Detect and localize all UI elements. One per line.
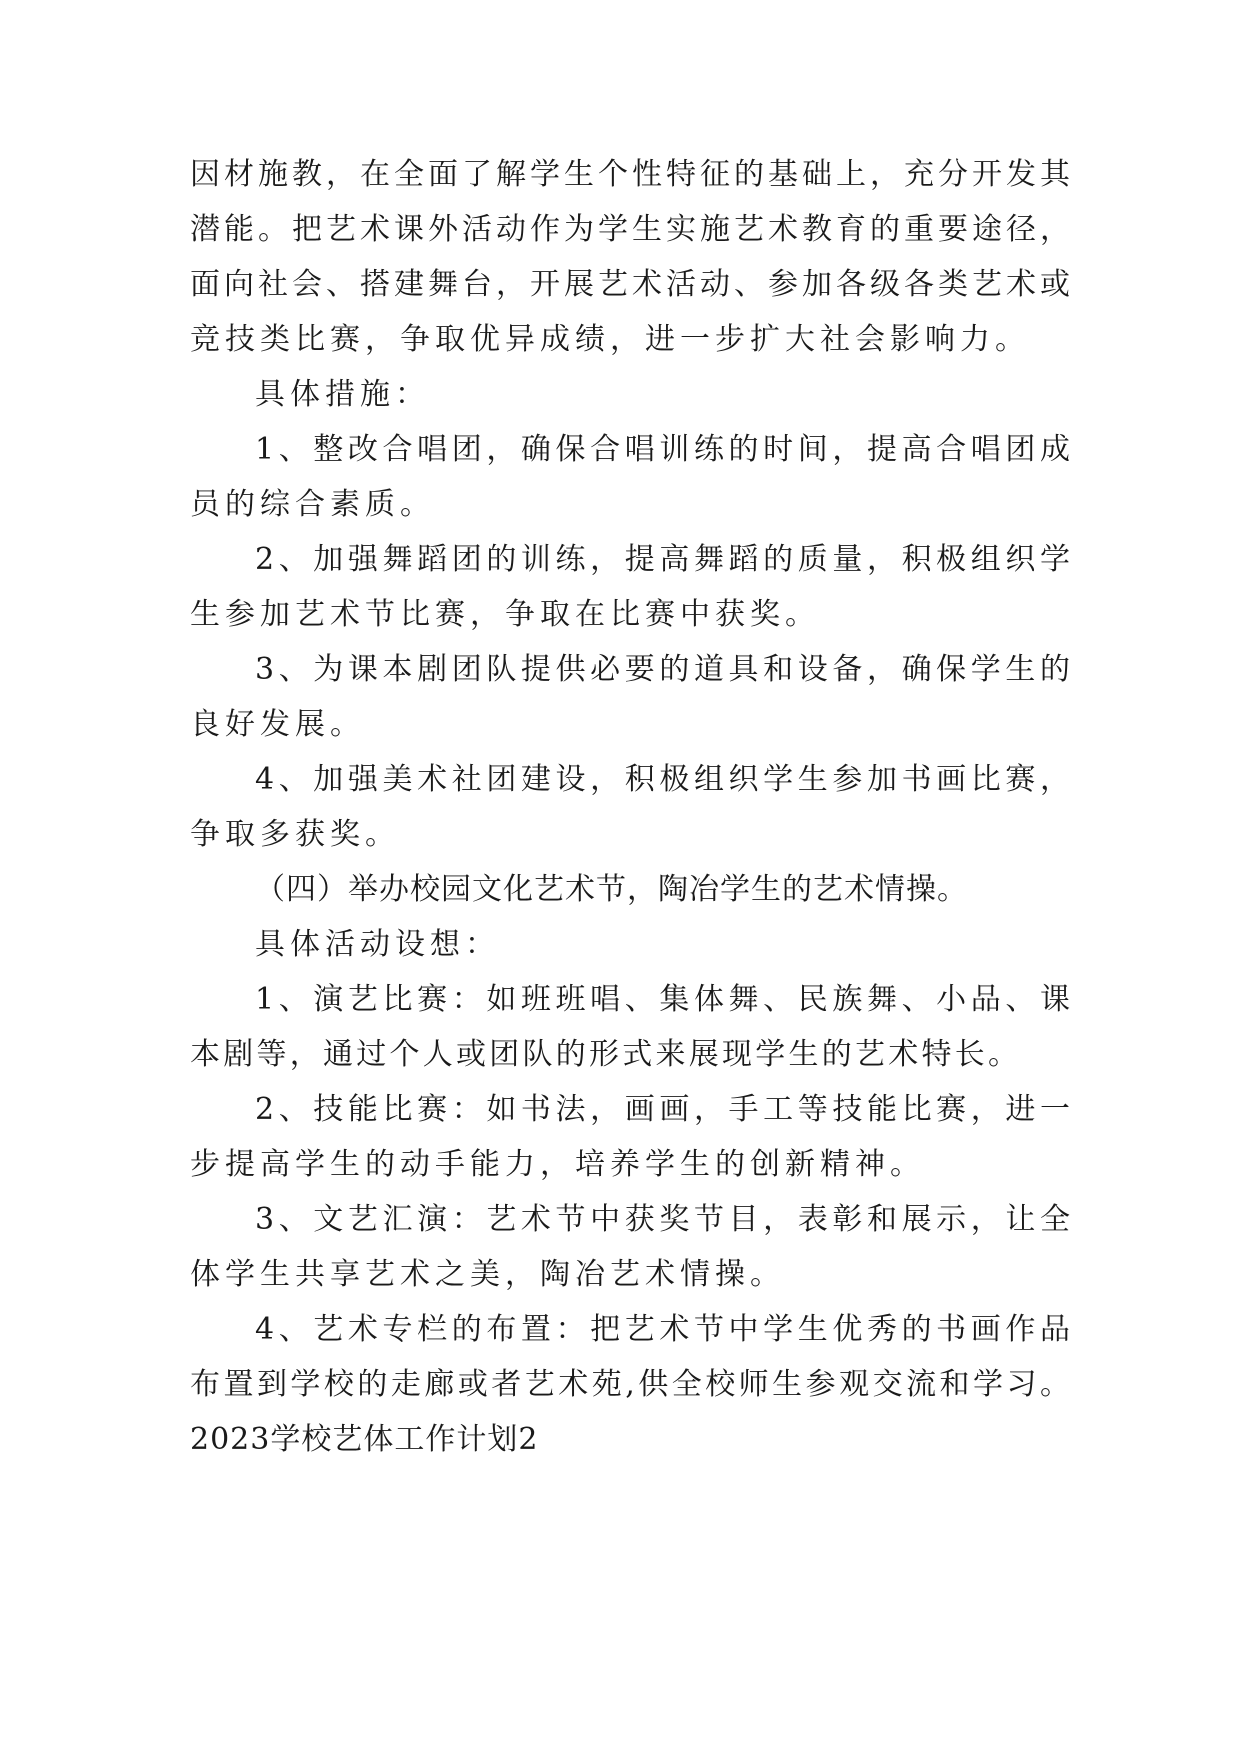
list-item-line: 布置到学校的走廊或者艺术苑,供全校师生参观交流和学习。 (190, 1367, 1070, 1402)
paragraph-line: 竞技类比赛，争取优异成绩，进一步扩大社会影响力。 (190, 322, 1030, 357)
list-item-line: 1、整改合唱团，确保合唱训练的时间，提高合唱团成 (255, 432, 1070, 467)
list-item-line: 争取多获奖。 (190, 817, 400, 852)
list-item-line: 步提高学生的动手能力，培养学生的创新精神。 (190, 1147, 925, 1182)
list-item-line: 2、加强舞蹈团的训练，提高舞蹈的质量，积极组织学 (255, 542, 1070, 577)
list-item-line: 本剧等，通过个人或团队的形式来展现学生的艺术特长。 (190, 1037, 1018, 1072)
paragraph-line: 潜能。把艺术课外活动作为学生实施艺术教育的重要途径， (190, 212, 1070, 247)
list-item-line: 3、为课本剧团队提供必要的道具和设备，确保学生的 (255, 652, 1070, 687)
list-item-line: 1、演艺比赛：如班班唱、集体舞、民族舞、小品、课 (255, 982, 1070, 1017)
list-item-line: 生参加艺术节比赛，争取在比赛中获奖。 (190, 597, 820, 632)
list-item-line: 良好发展。 (190, 707, 365, 742)
list-item-line: 员的综合素质。 (190, 487, 435, 522)
section-label: 具体活动设想： (255, 927, 500, 962)
list-item-line: 体学生共享艺术之美，陶冶艺术情操。 (190, 1257, 785, 1292)
section-heading: （四）举办校园文化艺术节，陶冶学生的艺术情操。 (255, 872, 968, 907)
document-title-next: 2023学校艺体工作计划2 (190, 1422, 539, 1457)
list-item-line: 3、文艺汇演：艺术节中获奖节目，表彰和展示，让全 (255, 1202, 1070, 1237)
section-label: 具体措施： (255, 377, 430, 412)
list-item-line: 4、艺术专栏的布置：把艺术节中学生优秀的书画作品 (255, 1312, 1070, 1347)
list-item-line: 2、技能比赛：如书法，画画，手工等技能比赛，进一 (255, 1092, 1070, 1127)
paragraph-line: 面向社会、搭建舞台，开展艺术活动、参加各级各类艺术或 (190, 267, 1070, 302)
paragraph-line: 因材施教，在全面了解学生个性特征的基础上，充分开发其 (190, 157, 1070, 192)
list-item-line: 4、加强美术社团建设，积极组织学生参加书画比赛， (255, 762, 1070, 797)
